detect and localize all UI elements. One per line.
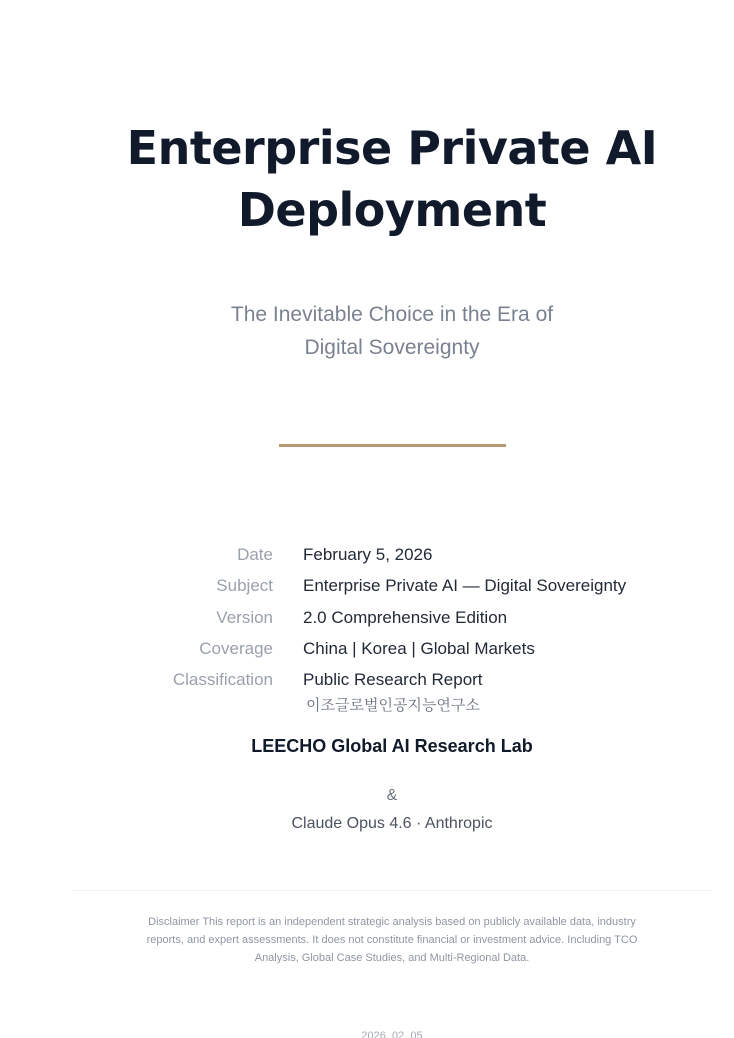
meta-row-version [0, 604, 734, 632]
meta-value-date: February 5, 2026 [303, 545, 433, 564]
korean-organization-name: 이조글로벌인공지능연구소 [306, 696, 480, 714]
disclaimer-text: This report is an independent strategic analysis based on publicly available data, industry reports, and expert assessments. It does not constitute financial or investment advice. Including TCO Analysis, Global Case Studies, and Multi-Regional Data. [146, 916, 638, 964]
meta-row-subject [0, 572, 734, 600]
meta-value-subject: Enterprise Private AI — Digital Sovereignty [303, 576, 627, 595]
meta-label-coverage: Coverage [199, 639, 273, 658]
meta-label-subject: Subject [216, 576, 273, 595]
meta-value-classification: Public Research Report [303, 670, 483, 689]
meta-value-coverage: China | Korea | Global Markets [303, 639, 535, 658]
section-divider [72, 890, 712, 891]
lab-name: LEECHO Global AI Research Lab [251, 736, 533, 756]
report-title [0, 117, 734, 241]
report-subtitle-line-2: Digital Sovereignty [304, 336, 480, 359]
disclaimer [134, 913, 650, 967]
footer-date: 2026. 02. 05 [361, 1030, 423, 1038]
meta-row-coverage [0, 635, 734, 663]
meta-row-classification [0, 666, 734, 694]
disclaimer-label: Disclaimer [148, 916, 200, 928]
ampersand: & [386, 787, 398, 804]
report-subtitle-line-1: The Inevitable Choice in the Era of [230, 303, 554, 326]
accent-divider [279, 444, 506, 447]
meta-label-version: Version [216, 608, 273, 627]
report-title-line-1: Enterprise Private AI [126, 121, 658, 175]
meta-row-date [0, 541, 734, 569]
report-subtitle [0, 298, 734, 364]
report-title-line-2: Deployment [237, 183, 547, 237]
meta-label-classification: Classification [172, 670, 273, 689]
meta-label-date: Date [237, 545, 273, 564]
model-credit: Claude Opus 4.6 · Anthropic [291, 815, 493, 832]
meta-value-version: 2.0 Comprehensive Edition [303, 608, 508, 627]
